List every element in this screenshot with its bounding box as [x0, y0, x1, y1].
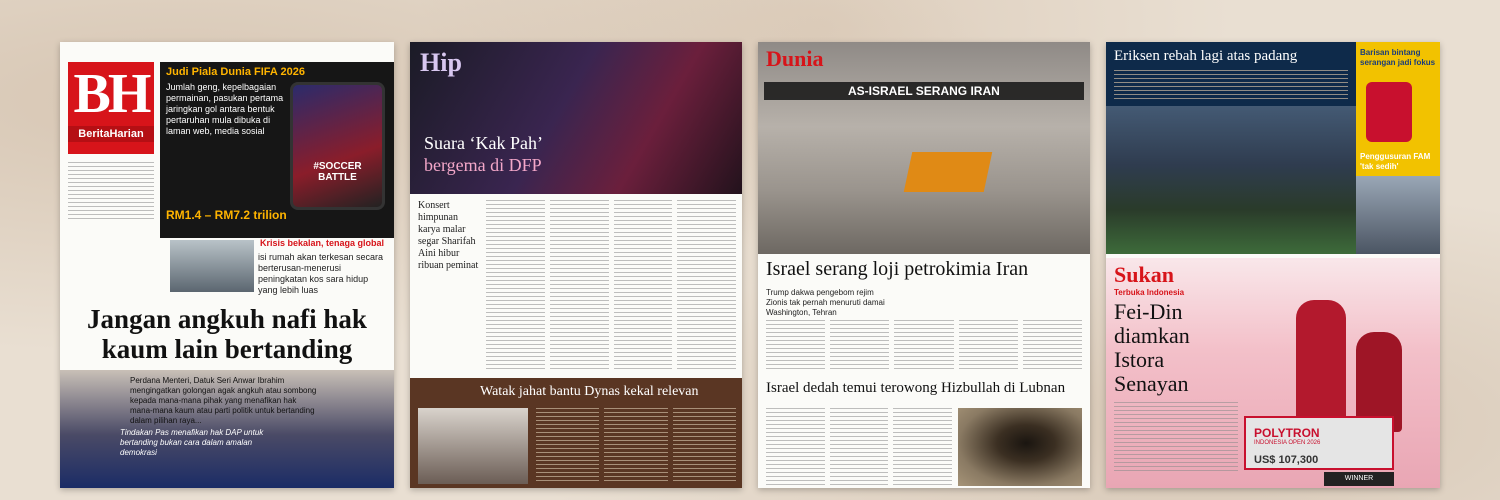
sukan-text — [1114, 402, 1238, 472]
banner-text: AS-ISRAEL SERANG IRAN — [848, 84, 1000, 98]
newspaper-page-sukan[interactable] — [1106, 42, 1440, 488]
hip-headline — [424, 132, 543, 176]
actress-portrait — [418, 408, 528, 484]
main-headline: Israel serang loji petrokimia Iran — [766, 258, 1029, 280]
sponsor-event: INDONESIA OPEN 2026 — [1254, 440, 1321, 446]
excavator — [904, 152, 993, 192]
second-text-columns — [766, 408, 952, 486]
top-story-block — [160, 62, 394, 238]
main-subhead: Trump dakwa pengebom rejim Zionis tak pernah menuruti damai Washington, Tehran — [766, 288, 885, 317]
kicker: Terbuka Indonesia — [1114, 288, 1185, 297]
bh-logo — [68, 62, 154, 154]
section-title: Dunia — [766, 46, 824, 71]
fam-building-photo — [1356, 176, 1440, 254]
main-lead: Perdana Menteri, Datuk Seri Anwar Ibrahim mengingatkan golongan agak angkuh atau sombong kepada mana-mana pihak yang menafikan hak mana-mana kaum atau parti politik untuk bertanding dalam pilihan raya... — [130, 376, 317, 425]
player-1 — [1296, 300, 1346, 420]
hip-sidebar: Konsert himpunan karya malar segar Sharifah Aini hibur ribuan peminat — [418, 200, 479, 271]
section-title: Hip — [420, 48, 462, 77]
rubble-photo — [758, 42, 1090, 254]
winner-label: WINNER — [1324, 472, 1394, 486]
phone-image — [290, 82, 385, 210]
sponsor-board — [1244, 416, 1394, 470]
top-story-amount: RM1.4 – RM7.2 trilion — [166, 208, 287, 222]
sponsor-brand: POLYTRON — [1254, 426, 1320, 440]
main-headline: Fei-Din diamkan Istora Senayan — [1114, 299, 1190, 396]
logo-letters: BH — [73, 63, 149, 125]
newspaper-page-dunia[interactable] — [758, 42, 1090, 488]
top-story-headline: Judi Piala Dunia FIFA 2026 — [166, 66, 305, 78]
main-headline: Jangan angkuh nafi hak kaum lain bertanding — [87, 304, 367, 364]
top-lead-text — [1114, 70, 1348, 100]
lead-text-columns — [68, 162, 154, 222]
section-title: Sukan — [1114, 262, 1174, 287]
bottom-text-columns — [536, 408, 736, 482]
hip-headline-line1: Suara ‘Kak Pah’ — [424, 133, 543, 153]
krisis-photo — [170, 240, 254, 292]
main-text-columns — [766, 320, 1082, 372]
second-headline: Israel dedah temui terowong Hizbullah di Lubnan — [766, 380, 1066, 396]
top-headline: Eriksen rebah lagi atas padang — [1114, 48, 1298, 64]
players-photo — [1106, 106, 1356, 254]
side-story-2: Penggusuran FAM 'tak sedih' — [1360, 152, 1431, 171]
side-story-1: Barisan bintang serangan jadi fokus — [1360, 48, 1436, 67]
krisis-title: Krisis bekalan, tenaga global — [260, 238, 385, 248]
bottom-story-block — [410, 378, 742, 488]
hip-headline-line2: bergema di DFP — [424, 155, 542, 175]
newspaper-page-front[interactable] — [60, 42, 394, 488]
hip-text-columns — [486, 200, 736, 370]
logo-name: BeritaHarian — [68, 126, 154, 142]
tunnel-photo — [958, 408, 1082, 486]
bottom-headline: Watak jahat bantu Dynas kekal relevan — [480, 384, 699, 399]
main-quote: Tindakan Pas menafikan hak DAP untuk bertanding bukan cara dalam amalan demokrasi — [120, 428, 264, 457]
prize-amount: US$ 107,300 — [1254, 454, 1319, 466]
newspaper-page-hip[interactable] — [410, 42, 742, 488]
phone-text: #SOCCER BATTLE — [313, 161, 362, 183]
side-player-photo — [1366, 82, 1412, 142]
krisis-summary: isi rumah akan terkesan secara berterusan-menerusi peningkatan kos sara hidup yang lebih luas — [258, 252, 384, 295]
top-story-summary: Jumlah geng, kepelbagaian permainan, pasukan pertama jaringkan gol antara bentuk pertaruhan mula dibuka di laman web, media sosial — [166, 82, 284, 136]
main-photo-block — [60, 370, 394, 488]
